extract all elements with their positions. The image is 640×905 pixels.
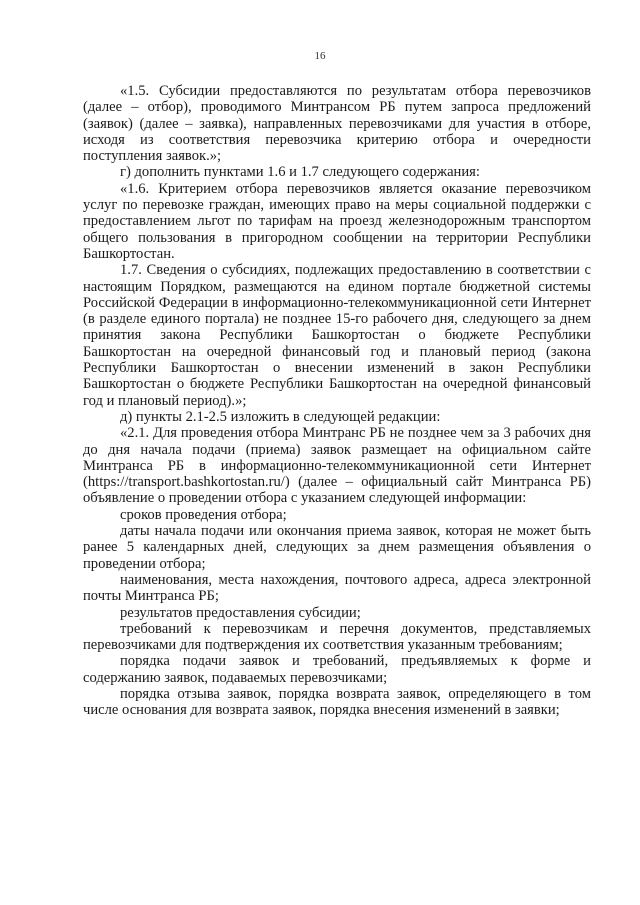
- list-item-application-procedure: порядка подачи заявок и требований, предъявляемых к форме и содержанию заявок, подаваемых перевозчиками;: [83, 653, 591, 686]
- page-number: 16: [314, 50, 326, 62]
- paragraph-amendment-d: д) пункты 2.1-2.5 изложить в следующей редакции:: [120, 408, 441, 425]
- document-body: [83, 83, 591, 719]
- list-item-selection-terms: сроков проведения отбора;: [120, 506, 287, 523]
- paragraph-1-5: «1.5. Субсидии предоставляются по результатам отбора перевозчиков (далее – отбор), проводимого Минтрансом РБ путем запроса предложений (заявок) (далее – заявка), направленных перевозчиками для участия в отборе, исходя из соответствия перевозчика критерию отбора и очередности поступления заявок.»;: [83, 83, 591, 165]
- paragraph-1-6: «1.6. Критерием отбора перевозчиков является оказание перевозчиком услуг по перевозке граждан, имеющих право на меры социальной поддержки с предоставлением льгот по тарифам на проезд железнодорожным транспортом общего пользования в пригородном сообщении на территории Республики Башкортостан.: [83, 180, 591, 262]
- list-item-withdrawal-procedure: порядка отзыва заявок, порядка возврата заявок, определяющего в том числе основания для возврата заявок, порядка внесения изменений в заявки;: [83, 685, 591, 719]
- paragraph-2-1: «2.1. Для проведения отбора Минтранс РБ не позднее чем за 3 рабочих дня до дня начала подачи (приема) заявок размещает на официальном сайте Минтранса РБ в информационно-телекоммуникационной сети Интернет (https://transport.bashkortostan.ru/) (далее – официальный сайт Минтранса РБ) объявление о проведении отбора с указанием следующей информации:: [83, 425, 591, 507]
- list-item-ministry-contacts: наименования, места нахождения, почтового адреса, адреса электронной почты Минтранса РБ;: [83, 571, 591, 605]
- paragraph-1-7: 1.7. Сведения о субсидиях, подлежащих предоставлению в соответствии с настоящим Порядком, размещаются на едином портале бюджетной системы Российской Федерации в информационно-телекоммуникационной сети Интернет (в разделе единого портала) не позднее 15-го рабочего дня, следующего за днем принятия закона Республики Башкортостан о бюджете Республики Башкортостан на очередной финансовый год и плановый период (закона Республики Башкортостан о внесении изменений в закон Республики Башкортостан о бюджете Республики Башкортостан на очередной финансовый год и плановый период).»;: [83, 262, 591, 409]
- list-item-subsidy-results: результатов предоставления субсидии;: [120, 604, 361, 621]
- list-item-carrier-requirements: требований к перевозчикам и перечня документов, представляемых перевозчиками для подтверждения их соответствия указанным требованиям;: [83, 620, 591, 654]
- list-item-application-dates: даты начала подачи или окончания приема заявок, которая не может быть ранее 5 календарных дней, следующих за днем размещения объявления о проведении отбора;: [83, 523, 591, 572]
- paragraph-amendment-g: г) дополнить пунктами 1.6 и 1.7 следующего содержания:: [120, 164, 480, 181]
